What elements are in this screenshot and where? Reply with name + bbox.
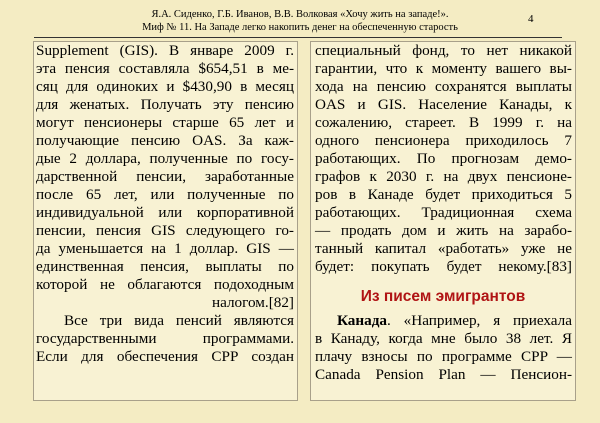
text-line: специальный фонд, то нет никакой	[315, 42, 572, 59]
text-line: дарственной пенсии, заработанные	[36, 168, 294, 185]
quote-first-line-text: . «Например, я приехала	[387, 312, 572, 329]
text-line: эта пенсия составляла $654,51 в ме-	[36, 60, 294, 77]
text-line: — продать дом и жить на зарабо-	[315, 222, 572, 239]
text-line: Если для обеспечения CPP создан	[36, 348, 294, 365]
text-line: плачу взносы по программе CPP —	[315, 348, 572, 365]
text-line: танный капитал «работать» уже не	[315, 240, 572, 257]
text-line: одного пенсионера приходилось 7	[315, 132, 572, 149]
text-line: Supplement (GIS). В январе 2009 г.	[36, 42, 294, 59]
text-line: хода на пенсию сохранятся выплаты	[315, 78, 572, 95]
quote-first-line	[311, 312, 575, 330]
header-divider	[34, 37, 562, 38]
text-line: индивидуальной или корпоративной	[36, 204, 294, 221]
text-line: Canada Pension Plan — Пенсион-	[315, 366, 572, 383]
left-text-column	[33, 41, 298, 401]
page-number: 4	[528, 13, 534, 25]
right-text-column	[310, 41, 576, 401]
text-line: могут пенсионеры старше 65 лет и	[36, 114, 294, 131]
text-line: налогом.[82]	[211, 294, 294, 311]
text-line: для женатых. Получать эту пенсию	[36, 96, 294, 113]
text-line: дые 2 доллара, полученные по госу-	[36, 150, 294, 167]
text-line: работающих. По прогнозам демо-	[315, 150, 572, 167]
text-line: Все три вида пенсий являются	[64, 312, 294, 329]
text-line: графов к 2030 г. на двух пенсионе-	[315, 168, 572, 185]
text-line: единственная пенсия, выплаты по	[36, 258, 294, 275]
text-line: государственными программами.	[36, 330, 294, 347]
text-line: будет: покупать будет некому.[83]	[315, 258, 572, 275]
text-line: да уменьшается на 1 доллар. GIS —	[36, 240, 294, 257]
text-line: в Канаду, когда мне было 38 лет. Я	[315, 330, 572, 347]
page-header	[0, 0, 600, 38]
running-header-authors-title: Я.А. Сиденко, Г.Б. Иванов, В.В. Волковая «Хочу жить на западе!».	[151, 9, 449, 20]
quote-country-label: Канада	[337, 312, 388, 329]
text-line: OAS и GIS. Население Канады, к	[315, 96, 572, 113]
text-line: которой не облагаются подоходным	[36, 276, 294, 293]
text-line: пенсии, пенсия GIS следующего го-	[36, 222, 294, 239]
text-line: после 65 лет, или полученные по	[36, 186, 294, 203]
running-header-chapter: Миф № 11. На Западе легко накопить денег на обеспеченную старость	[142, 22, 458, 33]
text-line: работающих. Традиционная схема	[315, 204, 572, 221]
text-line: сожалению, стареет. В 1999 г. на	[315, 114, 572, 131]
text-line: ров в Канаде будет приходиться 5	[315, 186, 572, 203]
text-line: гарантии, что к моменту вашего вы-	[315, 60, 572, 77]
section-heading: Из писем эмигрантов	[360, 288, 526, 305]
text-line: сяц для одиноких и $430,90 в месяц	[36, 78, 294, 95]
text-line: получающие пенсию OAS. За каж-	[36, 132, 294, 149]
